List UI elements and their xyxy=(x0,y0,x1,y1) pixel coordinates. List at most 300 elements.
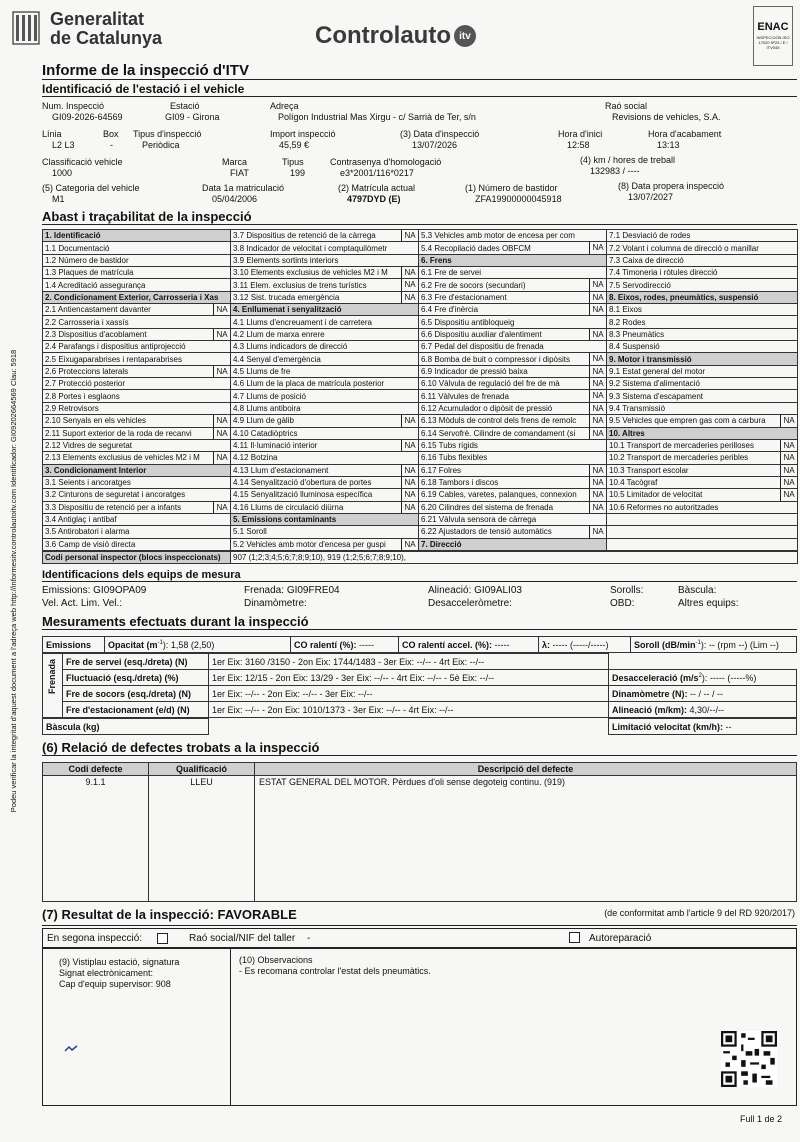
inspection-type-label: Tipus d'inspecció xyxy=(133,129,202,139)
supervisor: Cap d'equip supervisor: 908 xyxy=(59,979,171,989)
scope-item xyxy=(419,267,607,279)
station: GI09 - Girona xyxy=(165,112,220,122)
id-section-title: Identificació de l'estació i el vehicle xyxy=(42,82,797,97)
scope-item-label: 4. Enllumenat i senyalització xyxy=(233,305,342,315)
scope-item xyxy=(231,439,419,451)
not-applicable-flag: NA xyxy=(401,279,418,290)
self-repair-label: Autoreparació xyxy=(589,933,652,944)
braking-vertical-label: Frenada xyxy=(47,658,57,694)
enac-sub: INSPECCIÓN ISO 17020 Nº23 / E / ITV045 xyxy=(756,35,790,50)
not-applicable-flag: NA xyxy=(401,230,418,241)
scope-item-label: 4.14 Senyalització d'obertura de portes xyxy=(233,478,372,488)
scope-item-label: 8.4 Suspensió xyxy=(609,342,660,352)
scope-item-label: 3.3 Dispositiu de retenció per a infants xyxy=(45,502,182,512)
obd-equip-label: OBD: xyxy=(610,598,635,609)
scope-item-label: 9. Motor i transmissió xyxy=(609,354,692,364)
not-applicable-flag: NA xyxy=(401,489,418,500)
lambda-value: ----- (-----/-----) xyxy=(550,639,609,650)
not-applicable-flag: NA xyxy=(589,366,606,377)
scope-item-label: 6.20 Cilindres del sistema de frenada xyxy=(421,502,554,512)
defect-rating-header: Qualificació xyxy=(149,763,255,776)
next-inspection: 13/07/2027 xyxy=(628,192,674,202)
scope-item-label: 7. Direcció xyxy=(421,539,462,549)
scope-item-label: 4.5 Llums de fre xyxy=(233,366,291,376)
scope-item-label: 3.9 Elements sortints interiors xyxy=(233,255,339,265)
scope-item xyxy=(607,328,798,340)
scope-item xyxy=(231,291,419,303)
chassis-label: (1) Número de bastidor xyxy=(465,183,558,193)
scope-item xyxy=(607,439,798,451)
scope-item-label: 9.3 Sistema d'escapament xyxy=(609,391,704,401)
scope-item xyxy=(419,452,607,464)
scope-item xyxy=(231,489,419,501)
scope-item-label: 7.2 Volant i columna de direcció o manillar xyxy=(609,243,759,253)
scope-item xyxy=(231,402,419,414)
dynamometer-label: Dinamòmetre (N): xyxy=(612,688,688,699)
scope-item xyxy=(607,526,798,538)
scope-item xyxy=(607,501,798,513)
category-label: (5) Categoria del vehicle xyxy=(42,183,140,193)
scope-grid xyxy=(42,229,798,564)
type-label: Tipus xyxy=(282,157,304,167)
km: 132983 / ---- xyxy=(590,166,640,176)
scope-item xyxy=(43,328,231,340)
scope-item-label: 4.11 Il·luminació interior xyxy=(233,441,318,451)
scope-item-label: 4.15 Senyalització lluminosa específica xyxy=(233,490,373,500)
gov-line2: de Catalunya xyxy=(50,28,163,48)
scope-item xyxy=(43,291,231,303)
scope-item-label: 10.6 Reformes no autoritzades xyxy=(609,502,719,512)
scope-item-label: 6.13 Mòduls de control dels frens de remolc xyxy=(421,416,577,426)
scope-section xyxy=(42,209,797,225)
scope-item-label: 6.8 Bomba de buit o compressor i dipòsits xyxy=(421,354,570,364)
scope-item-label: 6.12 Acumulador o dipòsit de pressió xyxy=(421,403,553,413)
first-registration-label: Data 1a matriculació xyxy=(202,183,285,193)
not-applicable-flag: NA xyxy=(213,428,230,439)
defect-desc-header: Descripció del defecte xyxy=(255,763,797,776)
scope-item xyxy=(419,378,607,390)
scope-item-label: 6.1 Fre de servei xyxy=(421,268,482,278)
inspection-type: Periòdica xyxy=(142,140,180,150)
verification-side-text: Podeu verificar la integritat d'aquest document a l'adreça web http://informesitv.controlautoitv.com Identificador: GI09202664569 Clau: 5918 xyxy=(9,349,18,813)
inspection-number: GI09-2026-64569 xyxy=(52,112,123,122)
second-inspection-label: En segona inspecció: xyxy=(47,933,143,944)
not-applicable-flag: NA xyxy=(589,477,606,488)
scope-item xyxy=(607,464,798,476)
equipment-section xyxy=(42,569,797,582)
speed-limit-equip-label: Vel. Act. Lim. Vel.: xyxy=(42,598,123,609)
observations-box xyxy=(239,955,431,977)
scope-item-label: 6.11 Vàlvules de frenada xyxy=(421,391,509,401)
emissions-equip-value: GI09OPA09 xyxy=(93,585,147,596)
not-applicable-flag: NA xyxy=(213,304,230,315)
scope-item xyxy=(419,242,607,254)
scope-item xyxy=(43,341,231,353)
scope-item-label: 1.4 Acreditació assegurança xyxy=(45,280,146,290)
scope-item-label: 9.1 Estat general del motor xyxy=(609,366,706,376)
scope-item-label: 3.6 Camp de visió directa xyxy=(45,539,136,549)
classification: 1000 xyxy=(52,168,73,178)
type: 199 xyxy=(290,168,306,178)
not-applicable-flag: NA xyxy=(401,292,418,303)
scope-item xyxy=(607,353,798,365)
scope-item-label: 8. Eixos, rodes, pneumàtics, suspensió xyxy=(609,292,759,302)
itv-badge: itv xyxy=(454,25,476,47)
scope-item-label: 5. Emissions contaminants xyxy=(233,515,337,525)
scope-item-label: 6.4 Fre d'inèrcia xyxy=(421,305,479,315)
scope-item xyxy=(419,279,607,291)
scope-item xyxy=(231,427,419,439)
scope-item-label: 6.22 Ajustadors de tensió automàtics xyxy=(421,527,552,537)
inspection-number-label: Num. Inspecció xyxy=(42,101,105,111)
opacity-sup: -1 xyxy=(157,639,163,646)
second-inspection-row xyxy=(42,928,797,948)
scope-item-label: 3.1 Seients i ancoratges xyxy=(45,478,131,488)
scope-item-label: 3.11 Elem. exclusius de trens turístics xyxy=(233,280,367,290)
scope-item-label: 7.1 Desviació de rodes xyxy=(609,231,691,241)
emergency-brake-label: Fre de socors (esq./dreta) (N) xyxy=(63,686,209,702)
service-brake-label: Fre de servei (esq./dreta) (N) xyxy=(63,654,209,670)
scope-item xyxy=(43,316,231,328)
scope-item-label: 1. Identificació xyxy=(45,231,101,241)
end-time-label: Hora d'acabament xyxy=(648,129,722,139)
scope-item xyxy=(43,452,231,464)
classification-label: Classificació vehicle xyxy=(42,157,123,167)
scope-item xyxy=(231,378,419,390)
brake-equip-value: GI09FRE04 xyxy=(286,585,340,596)
scope-item xyxy=(419,513,607,525)
scope-item-label: 4.10 Catadiòptrics xyxy=(233,428,298,438)
scope-item-label: 2.12 Vidres de seguretat xyxy=(45,441,133,451)
scope-item xyxy=(231,279,419,291)
plate-label: (2) Matrícula actual xyxy=(338,183,416,193)
scope-item xyxy=(607,415,798,427)
scope-item xyxy=(419,415,607,427)
observations-title: (10) Observacions xyxy=(239,955,313,965)
scope-item-label: 10.1 Transport de mercaderies perilloses xyxy=(609,441,754,451)
emissions-equip xyxy=(42,585,146,597)
start-time-label: Hora d'inici xyxy=(558,129,603,139)
scope-item xyxy=(419,230,607,242)
co-accel xyxy=(399,637,539,653)
scope-item xyxy=(43,464,231,476)
not-applicable-flag: NA xyxy=(589,242,606,253)
self-repair-checkbox[interactable] xyxy=(569,932,580,943)
scope-item-label: 6.21 Vàlvula sensora de càrrega xyxy=(421,515,537,525)
scope-item-label: 3.10 Elements exclusius de vehicles M2 i M xyxy=(233,268,388,278)
scope-item-label: 4.4 Senyal d'emergència xyxy=(233,354,321,364)
page-number: Full 1 de 2 xyxy=(740,1114,783,1124)
not-applicable-flag: NA xyxy=(401,477,418,488)
scope-item-label: 10. Altres xyxy=(609,428,645,438)
scope-item xyxy=(419,291,607,303)
scope-item-label: 1.1 Documentació xyxy=(45,243,110,253)
co-idle-value: ----- xyxy=(356,639,375,650)
scope-item xyxy=(231,304,419,316)
scope-item-label: 2.9 Retrovisors xyxy=(45,403,99,413)
scope-item xyxy=(43,526,231,538)
scope-item xyxy=(419,489,607,501)
speed-limit-value: -- xyxy=(723,721,732,732)
not-applicable-flag: NA xyxy=(589,353,606,364)
scope-item xyxy=(231,316,419,328)
not-applicable-flag: NA xyxy=(213,329,230,340)
emissions-label: Emissions xyxy=(43,637,105,653)
controlauto-logo xyxy=(315,22,476,50)
scope-item xyxy=(419,464,607,476)
emissions-equip-label: Emissions: xyxy=(42,585,91,596)
scope-item-label: 4.8 Llums antiboira xyxy=(233,403,301,413)
noise-label: Soroll (dB/min xyxy=(634,639,696,650)
not-applicable-flag: NA xyxy=(589,390,606,401)
scope-item xyxy=(231,254,419,266)
braking-vertical-cell xyxy=(43,654,63,718)
scope-item xyxy=(231,415,419,427)
scope-item-label: 4.9 Llum de gàlib xyxy=(233,416,294,426)
category: M1 xyxy=(52,194,65,204)
scope-item xyxy=(419,341,607,353)
co-accel-label: CO ralentí accel. (%): xyxy=(402,639,493,650)
opacity xyxy=(105,637,291,653)
alignment-value: 4,30/--/-- xyxy=(687,704,725,715)
scope-item xyxy=(231,267,419,279)
scope-item xyxy=(607,489,798,501)
scope-item-label: 6.18 Tambors i discos xyxy=(421,478,499,488)
alignment-equip-value: GI09ALI03 xyxy=(474,585,522,596)
lambda-label: λ: xyxy=(542,639,551,650)
opacity-value: ): 1,58 (2,50) xyxy=(162,639,215,650)
signature-mark-icon xyxy=(63,1043,83,1055)
workshop-label: Raó social/NIF del taller xyxy=(189,933,296,944)
second-inspection-checkbox[interactable] xyxy=(157,933,168,944)
scope-item xyxy=(607,230,798,242)
scope-item-label: 4.16 Llums de circulació diürna xyxy=(233,502,344,512)
co-idle xyxy=(291,637,399,653)
scope-item xyxy=(607,341,798,353)
result-title: (7) Resultat de la inspecció: FAVORABLE xyxy=(42,907,297,922)
lambda xyxy=(539,637,631,653)
not-applicable-flag: NA xyxy=(589,465,606,476)
enac-label: ENAC xyxy=(757,21,789,33)
signed-label: Signat electrònicament: xyxy=(59,968,154,978)
not-applicable-flag: NA xyxy=(213,502,230,513)
km-label: (4) km / hores de treball xyxy=(580,155,676,165)
brand: FIAT xyxy=(230,168,249,178)
not-applicable-flag: NA xyxy=(589,378,606,389)
scope-item xyxy=(43,439,231,451)
scope-item-label: 8.3 Pneumàtics xyxy=(609,329,665,339)
not-applicable-flag: NA xyxy=(589,403,606,414)
id-section xyxy=(42,82,797,97)
not-applicable-flag: NA xyxy=(589,428,606,439)
scope-item-label: 5.2 Vehicles amb motor d'encesa per guspi xyxy=(233,539,386,549)
scope-item-label: 2.5 Eixugaparabrises i rentaparabrises xyxy=(45,354,182,364)
scope-item-label: 6.14 Servofrè. Cilindre de comandament (si xyxy=(421,428,576,438)
alignment-label: Alineació (m/km): xyxy=(612,704,688,715)
scope-item xyxy=(231,328,419,340)
scope-item xyxy=(43,267,231,279)
not-applicable-flag: NA xyxy=(780,465,797,476)
emergency-brake-value: 1er Eix: --/-- - 2on Eix: --/-- - 3er Eix: --/-- xyxy=(209,686,609,702)
scope-item-label: 2.13 Elements exclusius de vehicles M2 i M xyxy=(45,453,200,463)
scope-item xyxy=(231,242,419,254)
result-regulation: (de conformitat amb l'article 9 del RD 920/2017) xyxy=(604,908,795,918)
scope-item xyxy=(419,526,607,538)
generalitat-emblem-icon xyxy=(12,10,40,46)
scope-item xyxy=(43,390,231,402)
defect-code: 9.1.1 xyxy=(43,776,149,902)
end-time: 13:13 xyxy=(657,140,680,150)
not-applicable-flag: NA xyxy=(401,440,418,451)
alignment xyxy=(609,702,797,718)
scope-item xyxy=(607,476,798,488)
scope-item xyxy=(419,439,607,451)
not-applicable-flag: NA xyxy=(589,502,606,513)
scope-item xyxy=(43,402,231,414)
defects-table xyxy=(42,762,797,902)
scope-item-label: 2.6 Proteccions laterals xyxy=(45,366,129,376)
scope-item-label: 6.19 Cables, varetes, palanques, connexion xyxy=(421,490,577,500)
scope-item-label: 8.2 Rodes xyxy=(609,317,646,327)
dynamometer xyxy=(609,686,797,702)
scope-item-label: 3.8 Indicador de velocitat i comptaquilòmetr xyxy=(233,243,388,253)
not-applicable-flag: NA xyxy=(401,267,418,278)
scope-item-label: 3.12 Sist. trucada emergència xyxy=(233,292,340,302)
scope-item xyxy=(43,489,231,501)
scope-item-label: 6.3 Fre d'estacionament xyxy=(421,292,507,302)
address-label: Adreça xyxy=(270,101,299,111)
chassis: ZFA19900000045918 xyxy=(475,194,562,204)
scope-item xyxy=(419,254,607,266)
scope-item xyxy=(607,267,798,279)
not-applicable-flag: NA xyxy=(589,304,606,315)
homologation-label: Contrasenya d'homologació xyxy=(330,157,442,167)
not-applicable-flag: NA xyxy=(589,329,606,340)
scope-item-label: 6.17 Folres xyxy=(421,465,462,475)
scope-item xyxy=(231,476,419,488)
scope-item xyxy=(607,316,798,328)
deceleration-label: Desacceleració (m/s xyxy=(612,672,699,683)
scope-item xyxy=(419,427,607,439)
scope-item xyxy=(419,316,607,328)
not-applicable-flag: NA xyxy=(589,489,606,500)
scope-item-label: 6.15 Tubs rígids xyxy=(421,441,478,451)
line: L2 L3 xyxy=(52,140,75,150)
scale-label: Bàscula (kg) xyxy=(43,719,209,735)
box-label: Box xyxy=(103,129,119,139)
station-label: Estació xyxy=(170,101,200,111)
workshop-value: - xyxy=(307,933,311,944)
scope-item xyxy=(419,501,607,513)
equipment-title: Identificacions dels equips de mesura xyxy=(42,569,797,582)
brand-label: Marca xyxy=(222,157,248,167)
scope-item-label: 2.4 Parafangs i dispositius antiprojecció xyxy=(45,342,186,352)
scope-item-label: 3.2 Cinturons de seguretat i ancoratges xyxy=(45,490,186,500)
company-label: Raó social xyxy=(605,101,648,111)
scope-item-label: 3. Condicionament Interior xyxy=(45,465,147,475)
defects-title: (6) Relació de defectes trobats a la inspecció xyxy=(42,740,797,756)
scope-item-label: 6.7 Pedal del dispositiu de frenada xyxy=(421,342,544,352)
scope-item xyxy=(231,365,419,377)
scope-item xyxy=(419,538,607,550)
scope-item-label: 10.3 Transport escolar xyxy=(609,465,689,475)
scope-item xyxy=(231,390,419,402)
not-applicable-flag: NA xyxy=(780,477,797,488)
scale-equip-label: Bàscula: xyxy=(678,585,717,596)
generalitat-logo xyxy=(12,10,40,51)
observations-text: - Es recomana controlar l'estat dels pneumàtics. xyxy=(239,966,431,976)
scope-item xyxy=(43,365,231,377)
alignment-equip xyxy=(428,585,522,597)
decel-equip-label: Desacceleròmetre: xyxy=(428,598,512,609)
scope-item-label: 2.3 Dispositius d'acoblament xyxy=(45,329,147,339)
scope-item-label: 7.4 Timoneria i ròtules direcció xyxy=(609,268,718,278)
scope-item xyxy=(43,538,231,550)
fluctuation-value: 1er Eix: 12/15 - 2on Eix: 13/29 - 3er Eix: --/-- - 4rt Eix: --/-- - 5è Eix: --/-- xyxy=(209,670,609,686)
brake-equip-label: Frenada: xyxy=(244,585,285,596)
signature-observations xyxy=(42,948,797,1106)
service-brake-value: 1er Eix: 3160 /3150 - 2on Eix: 1744/1483 - 3er Eix: --/-- - 4rt Eix: --/-- xyxy=(209,654,609,670)
other-equip-label: Altres equips: xyxy=(678,598,739,609)
not-applicable-flag: NA xyxy=(780,452,797,463)
first-registration: 05/04/2006 xyxy=(212,194,258,204)
noise-value: ): -- (rpm --) (Lim --) xyxy=(700,639,779,650)
scope-item-label: 4.3 Llums indicadors de direcció xyxy=(233,342,348,352)
scope-item xyxy=(43,427,231,439)
scope-item-label: 7.3 Caixa de direcció xyxy=(609,255,684,265)
scope-item xyxy=(419,476,607,488)
scope-item xyxy=(607,304,798,316)
not-applicable-flag: NA xyxy=(401,415,418,426)
price-label: Import inspecció xyxy=(270,129,336,139)
not-applicable-flag: NA xyxy=(589,415,606,426)
scope-item xyxy=(607,254,798,266)
scope-item xyxy=(607,427,798,439)
scope-item xyxy=(607,452,798,464)
scope-item-label: 2.11 Suport exterior de la roda de recanvi xyxy=(45,428,192,438)
defect-rating: LLEU xyxy=(149,776,255,902)
scope-item-label: 4.1 Llums d'encreuament i de carretera xyxy=(233,317,372,327)
not-applicable-flag: NA xyxy=(213,366,230,377)
scope-item xyxy=(43,304,231,316)
scope-item-label: 2. Condicionament Exterior, Carrosseria i Xas xyxy=(45,292,219,302)
defect-description: ESTAT GENERAL DEL MOTOR. Pèrdues d'oli sense degoteig continu. (919) xyxy=(255,776,797,902)
not-applicable-flag: NA xyxy=(213,452,230,463)
signature-label: (9) Vistiplau estació, signatura xyxy=(59,957,180,967)
scope-item xyxy=(607,390,798,402)
scope-item-label: 6.9 Indicador de pressió baixa xyxy=(421,366,528,376)
deceleration-value: ): ----- (-----%) xyxy=(701,672,757,683)
enac-seal xyxy=(753,6,793,66)
scope-item xyxy=(231,341,419,353)
scope-item-label: 10.4 Tacògraf xyxy=(609,478,658,488)
scope-item xyxy=(43,501,231,513)
gov-line1: Generalitat xyxy=(50,9,145,29)
brake-equip xyxy=(244,585,340,597)
scope-item-label: 5.1 Soroll xyxy=(233,527,267,537)
scope-item xyxy=(43,513,231,525)
scope-item xyxy=(607,513,798,525)
generalitat-name xyxy=(50,10,162,48)
address: Polígon Industrial Mas Xirgu - c/ Sarrià de Ter, s/n xyxy=(278,112,476,122)
scope-item-label: 6.10 Vàlvula de regulació del fre de mà xyxy=(421,379,560,389)
noise xyxy=(631,637,797,653)
scope-item-label: 6.16 Tubs flexibles xyxy=(421,453,488,463)
scope-item xyxy=(419,328,607,340)
scope-item xyxy=(231,526,419,538)
scope-item-label: 2.7 Protecció posterior xyxy=(45,379,126,389)
scope-item-label: 7.5 Servodirecció xyxy=(609,280,671,290)
